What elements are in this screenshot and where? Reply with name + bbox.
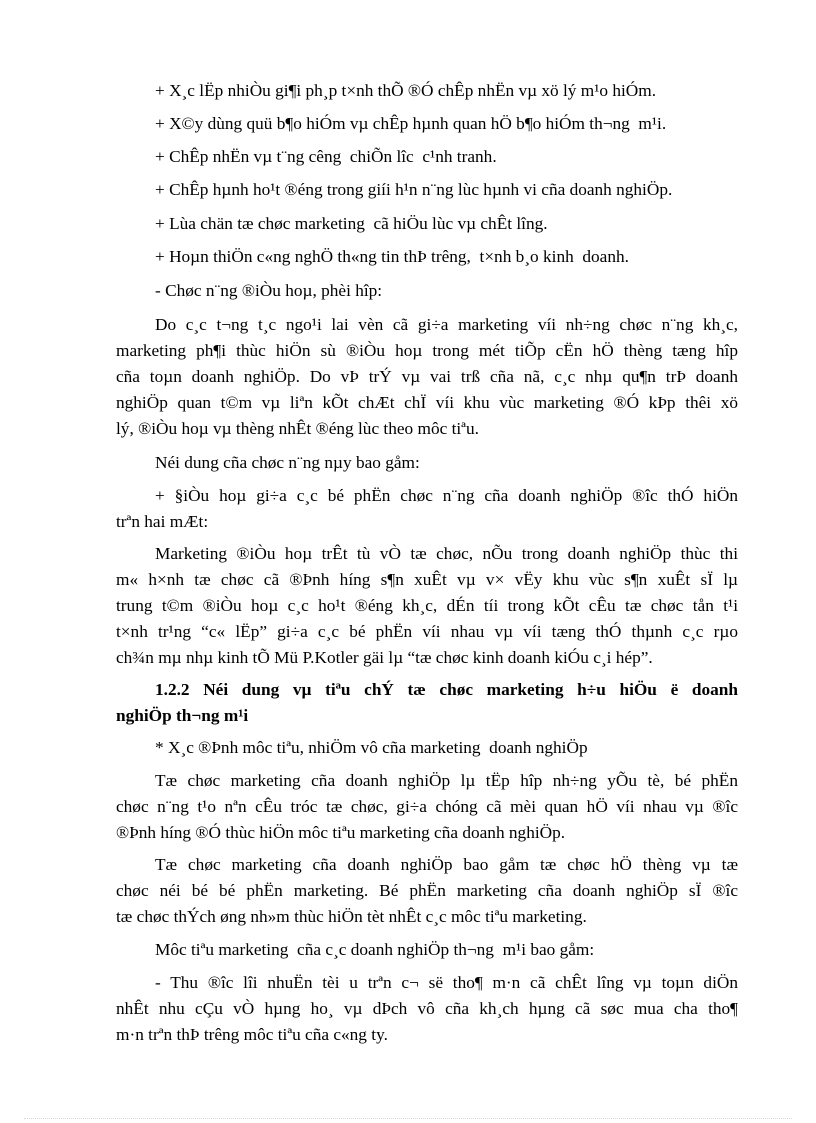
paragraph-line: - Thu ®îc lîi nhuËn tèi u trªn c¬ së tho¶ m·n cã chÊt lîng vµ toµn diÖn bbox=[155, 973, 738, 992]
paragraph-line: Marketing ®iÒu hoµ trÊt tù vÒ tæ chøc, nÕu trong doanh nghiÖp thùc thi bbox=[155, 544, 738, 563]
paragraph-line: Tæ chøc marketing cña doanh nghiÖp bao gåm tæ chøc hÖ thèng vµ tæ bbox=[155, 855, 738, 874]
text-line: + Hoµn thiÖn c«ng nghÖ th«ng tin thÞ trêng, t×nh b¸o kinh doanh. bbox=[155, 247, 629, 266]
paragraph-line: t×nh tr¹ng “c« lËp” gi÷a c¸c bé phËn víi nhau vµ víi tæng thÓ thµnh c¸c rµo bbox=[116, 622, 738, 641]
text-line: + X©y dùng quü b¶o hiÓm vµ chÊp hµnh quan hÖ b¶o hiÓm th¬ng m¹i. bbox=[155, 114, 667, 133]
paragraph-line: ®Þnh híng ®Ó thùc hiÖn môc tiªu marketing cña doanh nghiÖp. bbox=[116, 823, 566, 842]
paragraph-line: Tæ chøc marketing cña doanh nghiÖp lµ tËp hîp nh÷ng yÕu tè, bé phËn bbox=[155, 771, 738, 790]
text-line: + X¸c lËp nhiÒu gi¶i ph¸p t×nh thÕ ®Ó chÊp nhËn vµ xö lý m¹o hiÓm. bbox=[155, 81, 657, 100]
paragraph-line: m·n trªn thÞ trêng môc tiªu cña c«ng ty. bbox=[116, 1025, 388, 1044]
text-line: + ChÊp nhËn vµ t¨ng cêng chiÕn lîc c¹nh tranh. bbox=[155, 147, 497, 166]
paragraph-line: nhÊt nhu cÇu vÒ hµng ho¸ vµ dÞch vô cña kh¸ch hµng cã søc mua cha tho¶ bbox=[116, 999, 738, 1018]
text-line: * X¸c ®Þnh môc tiªu, nhiÖm vô cña marketing doanh nghiÖp bbox=[155, 738, 588, 757]
text-line: + Lùa chän tæ chøc marketing cã hiÖu lùc vµ chÊt lîng. bbox=[155, 214, 548, 233]
paragraph-line: chøc n¨ng t¹o nªn cÊu tróc tæ chøc, gi÷a chóng cã mèi quan hÖ víi nhau vµ ®îc bbox=[116, 797, 738, 816]
paragraph-line: lý, ®iÒu hoµ vµ thèng nhÊt ®éng lùc theo môc tiªu. bbox=[116, 419, 479, 438]
text-line: - Chøc n¨ng ®iÒu hoµ, phèi hîp: bbox=[155, 281, 383, 300]
paragraph-line: trªn hai mÆt: bbox=[116, 512, 209, 531]
section-heading: nghiÖp th¬ng m¹i bbox=[116, 706, 249, 725]
paragraph-line: nghiÖp quan t©m vµ liªn kÕt chÆt chÏ víi khu vùc marketing ®Ó kÞp thêi xö bbox=[116, 393, 738, 412]
paragraph-line: + §iÒu hoµ gi÷a c¸c bé phËn chøc n¨ng cña doanh nghiÖp ®îc thÓ hiÖn bbox=[155, 486, 738, 505]
paragraph-line: Do c¸c t¬ng t¸c ngo¹i lai vèn cã gi÷a marketing víi nh÷ng chøc n¨ng kh¸c, bbox=[155, 315, 738, 334]
page-bottom-divider bbox=[24, 1118, 792, 1119]
section-heading: 1.2.2 Néi dung vµ tiªu chÝ tæ chøc marketing h÷u hiÖu ë doanh bbox=[155, 680, 738, 699]
paragraph-line: trung t©m ®iÒu hoµ c¸c ho¹t ®éng kh¸c, dÉn tíi trong kÕt cÊu tæ chøc tån t¹i bbox=[116, 596, 738, 615]
text-line: Néi dung cña chøc n¨ng nµy bao gåm: bbox=[155, 453, 420, 472]
paragraph-line: tæ chøc thÝch øng nh»m thùc hiÖn tèt nhÊt c¸c môc tiªu marketing. bbox=[116, 907, 587, 926]
paragraph-line: cña toµn doanh nghiÖp. Do vÞ trÝ vµ vai trß cña nã, c¸c nhµ qu¶n trÞ doanh bbox=[116, 367, 738, 386]
paragraph-line: marketing ph¶i thùc hiÖn sù ®iÒu hoµ trong mét tiÕp cËn hÖ thèng tæng hîp bbox=[116, 341, 738, 360]
text-line: Môc tiªu marketing cña c¸c doanh nghiÖp th¬ng m¹i bao gåm: bbox=[155, 940, 595, 959]
paragraph-line: ch¾n mµ nhµ kinh tÕ Mü P.Kotler gäi lµ “tæ chøc kinh doanh kiÓu c¸i hép”. bbox=[116, 648, 653, 667]
paragraph-line: chøc néi bé bé phËn marketing. Bé phËn marketing cña doanh nghiÖp sÏ ®îc bbox=[116, 881, 738, 900]
text-line: + ChÊp hµnh ho¹t ®éng trong giíi h¹n n¨ng lùc hµnh vi cña doanh nghiÖp. bbox=[155, 180, 673, 199]
paragraph-line: m« h×nh tæ chøc cã ®Þnh híng s¶n xuÊt vµ v× vËy khu vùc s¶n xuÊt sÏ lµ bbox=[116, 570, 738, 589]
